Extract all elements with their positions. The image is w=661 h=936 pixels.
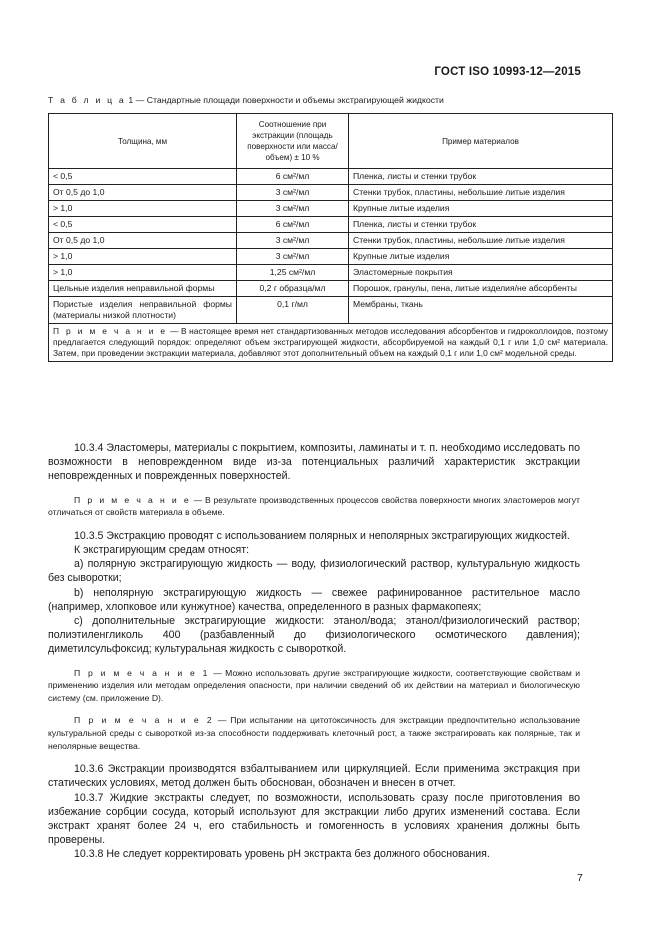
table-row (49, 281, 613, 297)
column-header-thickness: Толщина, мм (49, 114, 237, 169)
table-note (49, 324, 613, 362)
cell-materials: Стенки трубок, пластины, небольшие литые изделия (349, 185, 613, 201)
table-row (49, 265, 613, 281)
note-label: П р и м е ч а н и е 2 (74, 715, 214, 726)
note-label: П р и м е ч а н и е 1 (74, 667, 210, 678)
cell-thickness: > 1,0 (49, 249, 237, 265)
paragraph-10-3-6: 10.3.6 Экстракции производятся взбалтыванием или циркуляцией. Если применима экстракция при статических условиях, метод должен быть обоснован, обозначен и внесен в отчет. (48, 763, 580, 790)
cell-thickness: < 0,5 (49, 217, 237, 233)
cell-ratio: 3 см²/мл (237, 201, 349, 217)
cell-ratio: 6 см²/мл (237, 169, 349, 185)
paragraph-10-3-7: 10.3.7 Жидкие экстракты следует, по возможности, использовать сразу после приготовления во избежание сорбции сосуда, который используют для экстракции либо других изменений состава. Если экстракт хранят более 24 ч, его стабильность и гомогенность в условиях хранения должны быть проверены. (48, 791, 580, 847)
column-header-materials: Пример материалов (349, 114, 613, 169)
cell-thickness: > 1,0 (49, 265, 237, 281)
table-caption (48, 95, 608, 105)
cell-ratio: 3 см²/мл (237, 249, 349, 265)
column-header-ratio: Соотношение при экстракции (площадь поверхности или масса/объем) ± 10 % (237, 114, 349, 169)
table-note-row (49, 324, 613, 362)
cell-materials: Пленка, листы и стенки трубок (349, 217, 613, 233)
cell-ratio: 3 см²/мл (237, 185, 349, 201)
note-text: — В результате производственных процессов свойства поверхности многих эластомеров могут отличаться от свойств материала в объеме. (48, 494, 580, 518)
table-row (49, 297, 613, 324)
cell-materials: Порошок, гранулы, пена, литые изделия/не абсорбенты (349, 281, 613, 297)
cell-materials: Крупные литые изделия (349, 249, 613, 265)
paragraph-10-3-4: 10.3.4 Эластомеры, материалы с покрытием, композиты, ламинаты и т. п. необходимо исследовать по возможности в неповрежденном виде из-за потенциальных различий характеристик экстракции неповрежденных и поврежденных поверхностей. (48, 442, 580, 483)
note-text: — При испытании на цитотоксичность для экстракции предпочтительно использование культуральной среды с сывороткой из-за способности поддерживать клеточный рост, а также экстрагировать как полярные, так и неполярные вещества. (48, 715, 580, 751)
table-note-label: П р и м е ч а н и е (53, 326, 168, 336)
table-row (49, 249, 613, 265)
list-item-a: а) полярную экстрагирующую жидкость — воду, физиологический раствор, культуральную жидкость без сыворотки; (48, 558, 580, 585)
cell-materials: Стенки трубок, пластины, небольшие литые изделия (349, 233, 613, 249)
cell-materials: Крупные литые изделия (349, 201, 613, 217)
note-2 (48, 714, 580, 752)
table-row (49, 233, 613, 249)
cell-ratio: 6 см²/мл (237, 217, 349, 233)
cell-thickness: < 0,5 (49, 169, 237, 185)
table-row (49, 169, 613, 185)
cell-ratio: 1,25 см²/мл (237, 265, 349, 281)
note-label: П р и м е ч а н и е (74, 494, 191, 505)
note-text: — Можно использовать другие экстрагирующие жидкости, соответствующие свойствам и применению изделия или методам определения опасности, при наличии сведений об их действии на материал и биологическую систему (см. приложение D). (48, 667, 580, 703)
paragraph-10-3-8: 10.3.8 Не следует корректировать уровень pH экстракта без должного обоснования. (74, 848, 490, 861)
cell-ratio: 3 см²/мл (237, 233, 349, 249)
media-intro: К экстрагирующим средам относят: (74, 544, 250, 556)
note-10-3-4 (48, 494, 580, 519)
cell-thickness: > 1,0 (49, 201, 237, 217)
cell-ratio: 0,2 г образца/мл (237, 281, 349, 297)
body-text (48, 441, 580, 862)
table-note-text: — В настоящее время нет стандартизованных методов исследования абсорбентов и гидроколлоидов, поэтому предлагается следующий порядок: определяют объем экстрагирующей жидкости, абсорбируемой на каждый 0,1 г или 1,0 см² материала. Затем, при проведении экстракции материала, добавляют этот дополнительный объем на каждый 0,1 г или 1,0 см² модельной среды. (53, 326, 608, 358)
paragraph-10-3-5: 10.3.5 Экстракцию проводят с использованием полярных и неполярных экстрагирующих жидкостей. (74, 529, 570, 542)
cell-thickness: Цельные изделия неправильной формы (49, 281, 237, 297)
table-row (49, 201, 613, 217)
table-row (49, 185, 613, 201)
cell-thickness: Пористые изделия неправильной формы (материалы низкой плотности) (49, 297, 237, 324)
cell-ratio: 0,1 г/мл (237, 297, 349, 324)
table-row (49, 217, 613, 233)
table-label: Т а б л и ц а (48, 95, 126, 105)
cell-materials: Пленка, листы и стенки трубок (349, 169, 613, 185)
cell-materials: Эластомерные покрытия (349, 265, 613, 281)
table-caption-text: 1 — Стандартные площади поверхности и объемы экстрагирующей жидкости (128, 95, 444, 105)
note-1 (48, 667, 580, 705)
document-header: ГОСТ ISO 10993-12—2015 (434, 66, 581, 78)
list-item-b: b) неполярную экстрагирующую жидкость — свежее рафинированное растительное масло (например, хлопковое или кунжутное) качества, определенного в разных фармакопеях; (48, 586, 580, 613)
extraction-table (48, 113, 613, 362)
cell-thickness: От 0,5 до 1,0 (49, 233, 237, 249)
page-number: 7 (577, 872, 583, 884)
cell-materials: Мембраны, ткань (349, 297, 613, 324)
table-header-row (49, 114, 613, 169)
cell-thickness: От 0,5 до 1,0 (49, 185, 237, 201)
list-item-c: с) дополнительные экстрагирующие жидкости: этанол/вода; этанол/физиологический раствор; полиэтиленгликоль 400 (разбавленный до физиологического осмотического давления); диметилсульфоксид; культуральная жидкость с сывороткой. (48, 615, 580, 656)
